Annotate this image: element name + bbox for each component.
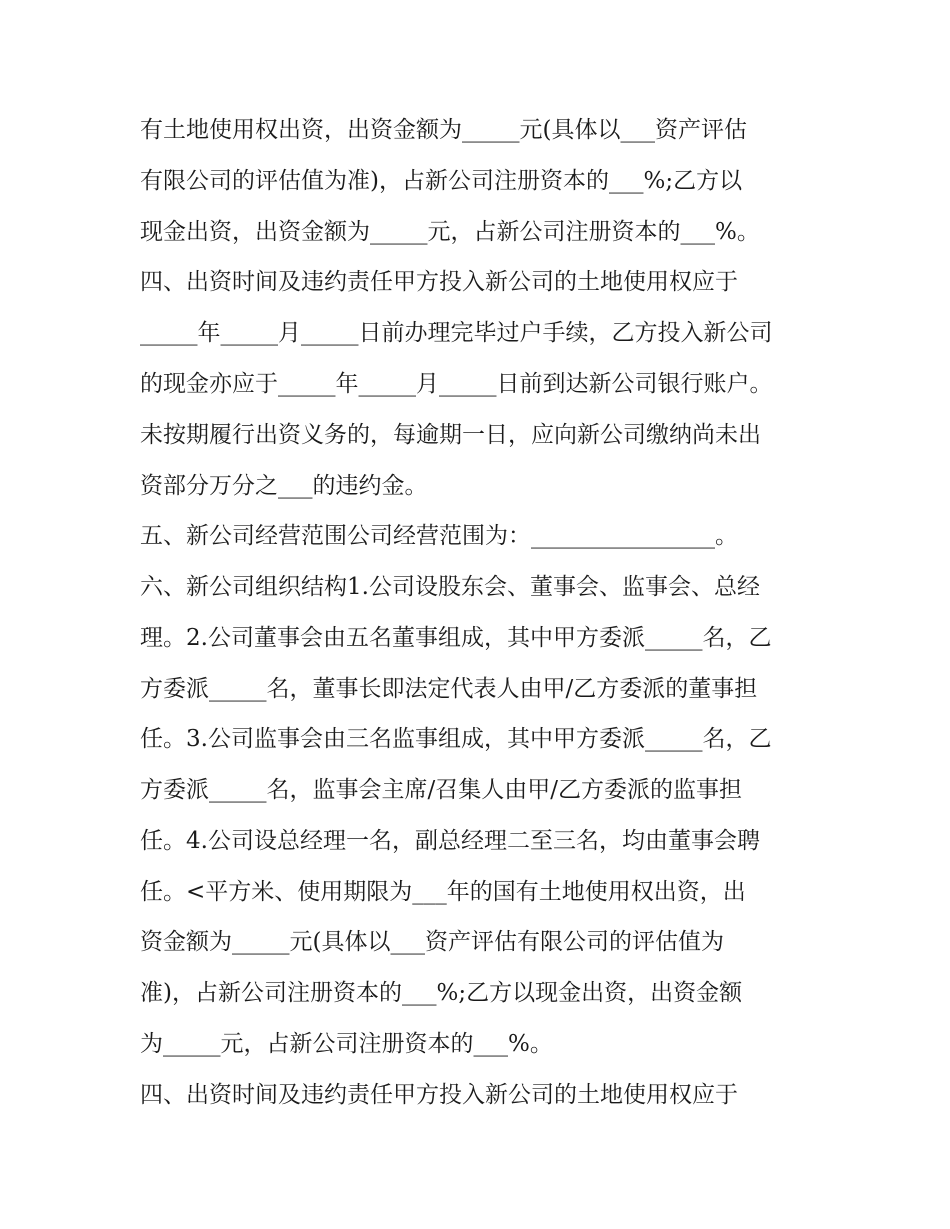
text-line: 五、新公司经营范围公司经营范围为：________________。 [140,523,738,549]
text-line: 资金额为_____元(具体以___资产评估有限公司的评估值为 [140,929,724,955]
text-line: 资部分万分之___的违约金。 [140,473,428,499]
text-line: 任。4.公司设总经理一名，副总经理二至三名，均由董事会聘 [140,828,760,854]
text-line: 准)，占新公司注册资本的___%;乙方以现金出资，出资金额 [140,980,743,1006]
text-line: 方委派_____名，监事会主席/召集人由甲/乙方委派的监事担 [140,777,742,803]
text-line: 的现金亦应于_____年_____月_____日前到达新公司银行账户。 [140,371,773,397]
text-line: 任。3.公司监事会由三名监事组成，其中甲方委派_____名，乙 [140,726,772,752]
text-line: 六、新公司组织结构1.公司设股东会、董事会、监事会、总经 [140,574,760,600]
text-line: _____年_____月_____日前办理完毕过户手续，乙方投入新公司 [140,320,773,346]
text-line: 有限公司的评估值为准)，占新公司注册资本的___%;乙方以 [140,168,743,194]
text-line: 四、出资时间及违约责任甲方投入新公司的土地使用权应于 [140,1082,738,1108]
text-line: 理。2.公司董事会由五名董事组成，其中甲方委派_____名，乙 [140,625,772,651]
text-line: 为_____元，占新公司注册资本的___%。 [140,1031,553,1057]
text-line: 未按期履行出资义务的，每逾期一日，应向新公司缴纳尚未出 [140,422,761,448]
text-line: 任。<平方米、使用期限为___年的国有土地使用权出资，出 [140,879,746,905]
text-line: 四、出资时间及违约责任甲方投入新公司的土地使用权应于 [140,269,738,295]
text-line: 方委派_____名，董事长即法定代表人由甲/乙方委派的董事担 [140,676,758,702]
text-line: 现金出资，出资金额为_____元，占新公司注册资本的___%。 [140,219,760,245]
text-line: 有土地使用权出资，出资金额为_____元(具体以___资产评估 [140,117,747,143]
